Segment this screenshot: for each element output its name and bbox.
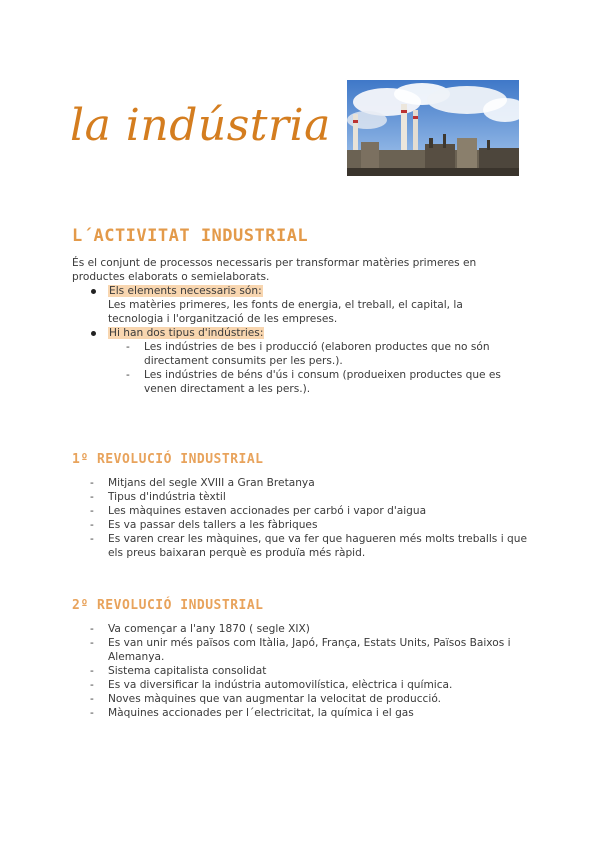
section-heading-industrial-activity: L´ACTIVITAT INDUSTRIAL bbox=[72, 226, 309, 246]
factory-photo bbox=[347, 80, 519, 176]
list-item: - Tipus d'indústria tèxtil bbox=[90, 490, 530, 504]
list-item: - Es va passar dels tallers a les fàbriques bbox=[90, 518, 530, 532]
highlighted-label: Hi han dos tipus d'indústries: bbox=[109, 327, 264, 339]
list-item: - Màquines accionades per l´electricitat, la química i el gas bbox=[90, 706, 530, 720]
highlighted-label: Els elements necessaris són: bbox=[109, 285, 262, 297]
list-item: - Les màquines estaven accionades per carbó i vapor d'aigua bbox=[90, 504, 530, 518]
list-item: - Mitjans del segle XVIII a Gran Bretanya bbox=[90, 476, 530, 490]
factory-smokestacks-icon bbox=[347, 80, 519, 176]
list-item: - Es va diversificar la indústria automovilística, elèctrica i química. bbox=[90, 678, 530, 692]
industry-types-list bbox=[126, 340, 520, 396]
list-item: - Es varen crear les màquines, que va fer que hagueren més molts treballs i que els preus baixaran perquè es produïa més ràpid. bbox=[90, 532, 530, 560]
intro-paragraph: És el conjunt de processos necessaris per transformar matèries primeres en productes elaborats o semielaborats. bbox=[72, 257, 477, 283]
list-item: - Es van unir més països com Itàlia, Japó, França, Estats Units, Països Baixos i Alemanya. bbox=[90, 636, 530, 664]
list-item bbox=[90, 326, 520, 396]
list-item: - Noves màquines que van augmentar la velocitat de producció. bbox=[90, 692, 530, 706]
section-heading-second-revolution: 2º REVOLUCIÓ INDUSTRIAL bbox=[72, 598, 264, 613]
page-title: la indústria bbox=[70, 100, 331, 151]
elements-list bbox=[90, 284, 520, 396]
list-item bbox=[90, 284, 520, 326]
section-heading-first-revolution: 1º REVOLUCIÓ INDUSTRIAL bbox=[72, 452, 264, 467]
list-item: - Les indústries de bes i producció (elaboren productes que no són directament consumits per les pers.). bbox=[126, 340, 520, 368]
list-item: - Va començar a l'any 1870 ( segle XIX) bbox=[90, 622, 530, 636]
bullet-text: Les matèries primeres, les fonts de energia, el treball, el capital, la tecnologia i l'organització de les empreses. bbox=[108, 299, 463, 325]
list-item: - Sistema capitalista consolidat bbox=[90, 664, 530, 678]
first-revolution-list bbox=[90, 476, 530, 560]
list-item: - Les indústries de béns d'ús i consum (produeixen productes que es venen directament a les pers.). bbox=[126, 368, 520, 396]
second-revolution-list bbox=[90, 622, 530, 720]
